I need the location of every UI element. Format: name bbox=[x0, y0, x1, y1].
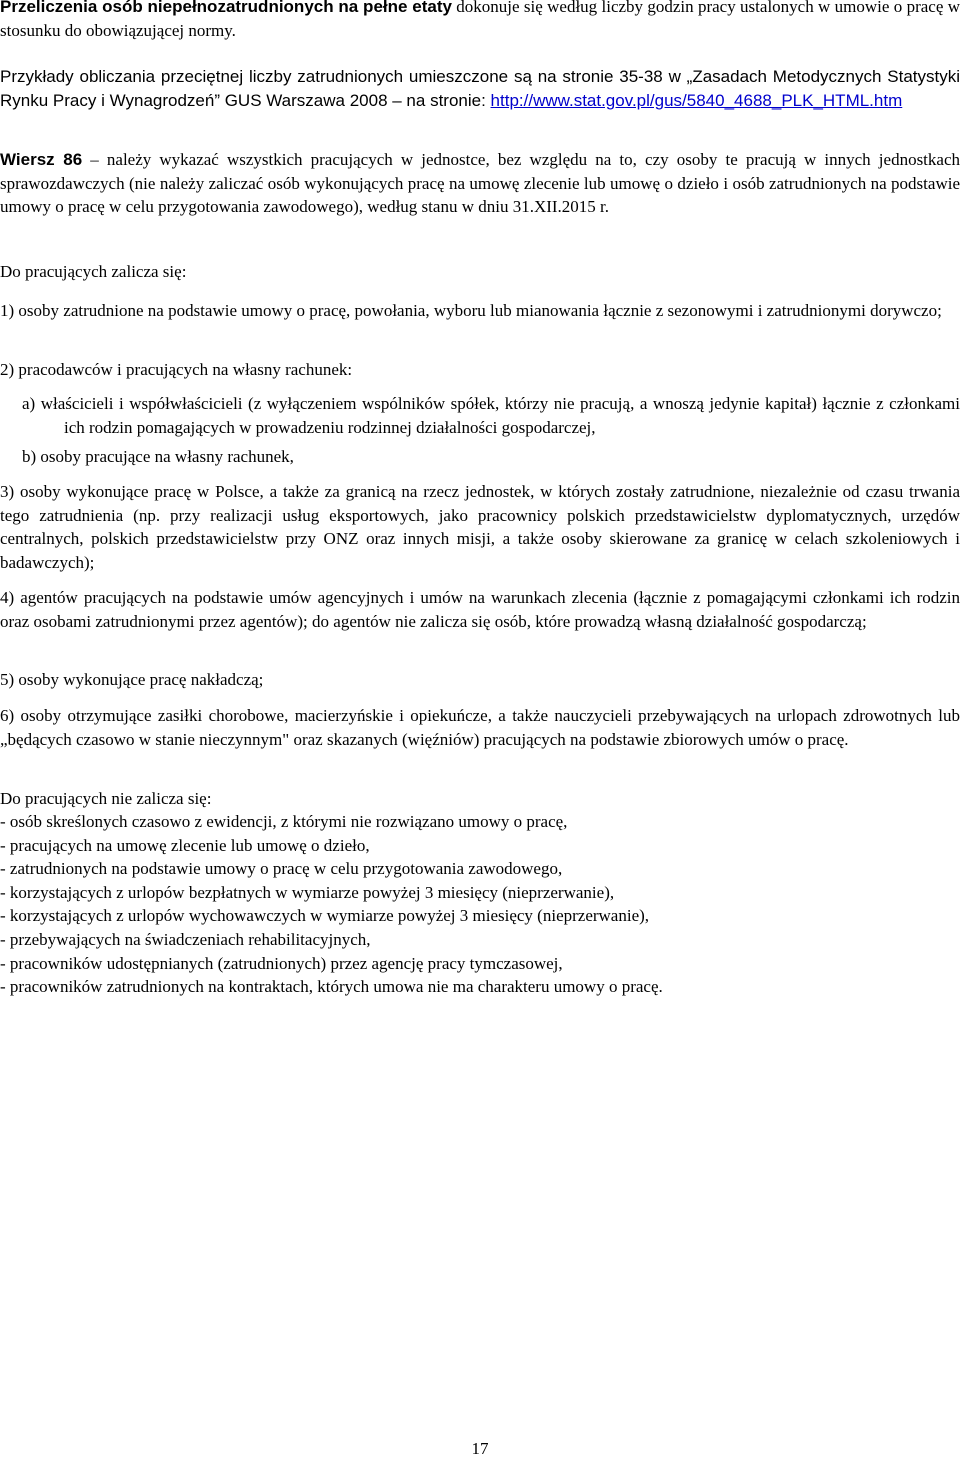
includes-heading: Do pracujących zalicza się: bbox=[0, 262, 187, 281]
include-item-4: 4) agentów pracujących na podstawie umów agencyjnych i umów na warunkach zlecenia (łącznie z pomagającymi członkami ich rodzin oraz osobami zatrudnionymi przez agentów); do agentów nie zalicza się osób, które prowadzą własną działalność gospodarczą; bbox=[0, 588, 960, 631]
exclude-item: - pracujących na umowę zlecenie lub umowę o dzieło, bbox=[0, 836, 370, 855]
include-item-1: 1) osoby zatrudnione na podstawie umowy o pracę, powołania, wyboru lub mianowania łącznie z sezonowymi i zatrudnionymi dorywczo; bbox=[0, 301, 942, 320]
include-item-5: 5) osoby wykonujące pracę nakładczą; bbox=[0, 670, 264, 689]
gus-link[interactable]: http://www.stat.gov.pl/gus/5840_4688_PLK_HTML.htm bbox=[490, 90, 903, 110]
row-86-text: – należy wykazać wszystkich pracujących w jednostce, bez względu na to, czy osoby te pracują w innych jednostkach sprawozdawczych (nie należy zaliczać osób wykonujących pracę na umowę zlecenie lub umowę o dzieło i osób zatrudnionych na podstawie umowy o pracę w celu przygotowania zawodowego), według stanu w dniu 31.XII.2015 r. bbox=[0, 150, 960, 216]
examples-text: Przykłady obliczania przeciętnej liczby zatrudnionych umieszczone są na stronie 35-38 w „Zasadach Metodycznych Statystyki Rynku Pracy i Wynagrodzeń” GUS Warszawa 2008 – na stronie: bbox=[0, 67, 960, 110]
include-item-2: 2) pracodawców i pracujących na własny rachunek: bbox=[0, 360, 353, 379]
exclude-item: - zatrudnionych na podstawie umowy o pracę w celu przygotowania zawodowego, bbox=[0, 859, 563, 878]
part-time-heading: Przeliczenia osób niepełnozatrudnionych na pełne etaty bbox=[0, 0, 452, 16]
paragraph-part-time-conversion bbox=[0, 0, 960, 42]
exclude-item: - korzystających z urlopów wychowawczych w wymiarze powyżej 3 miesięcy (nieprzerwanie), bbox=[0, 906, 650, 925]
exclude-item: - pracowników udostępnianych (zatrudnionych) przez agencję pracy tymczasowej, bbox=[0, 954, 563, 973]
include-item-2a: a) właścicieli i współwłaścicieli (z wyłączeniem wspólników spółek, którzy nie pracują, a wnoszą jedynie kapitał) łącznie z członkami ich rodzin pomagających w prowadzeniu rodzinnej działalności gospodarczej, bbox=[22, 394, 960, 437]
include-item-3: 3) osoby wykonujące pracę w Polsce, a także za granicą na rzecz jednostek, w których zostały zatrudnione, niezależnie od czasu trwania tego zatrudnienia (np. przy realizacji usług eksportowych, jako pracownicy polskich przedstawicielstw dyplomatycznych, urzędów centralnych, polskich przedstawicielstw przy ONZ oraz innych misji, a także osoby skierowane za granicę w celach szkoleniowych i badawczych); bbox=[0, 482, 960, 572]
part-time-text: dokonuje się według liczby godzin pracy ustalonych w umowie o pracę w stosunku do obowiązującej normy. bbox=[0, 0, 960, 40]
exclude-item: - przebywających na świadczeniach rehabilitacyjnych, bbox=[0, 930, 371, 949]
excludes-heading: Do pracujących nie zalicza się: bbox=[0, 789, 212, 808]
exclude-item: - korzystających z urlopów bezpłatnych w wymiarze powyżej 3 miesięcy (nieprzerwanie), bbox=[0, 883, 615, 902]
paragraph-row-86 bbox=[0, 148, 960, 219]
exclude-item: - osób skreślonych czasowo z ewidencji, z którymi nie rozwiązano umowy o pracę, bbox=[0, 812, 568, 831]
include-item-2b: b) osoby pracujące na własny rachunek, bbox=[22, 447, 294, 466]
include-item-6: 6) osoby otrzymujące zasiłki chorobowe, macierzyńskie i opiekuńcze, a także nauczycieli przebywających na urlopach zdrowotnych lub „będących czasowo w stanie nieczynnym" oraz skazanych (więźniów) pracujących na podstawie zbiorowych umów o pracę. bbox=[0, 706, 960, 749]
exclude-item: - pracowników zatrudnionych na kontraktach, których umowa nie ma charakteru umowy o pracę. bbox=[0, 977, 663, 996]
row-86-label: Wiersz 86 bbox=[0, 150, 83, 169]
paragraph-examples bbox=[0, 65, 960, 112]
page-number: 17 bbox=[471, 1439, 489, 1458]
